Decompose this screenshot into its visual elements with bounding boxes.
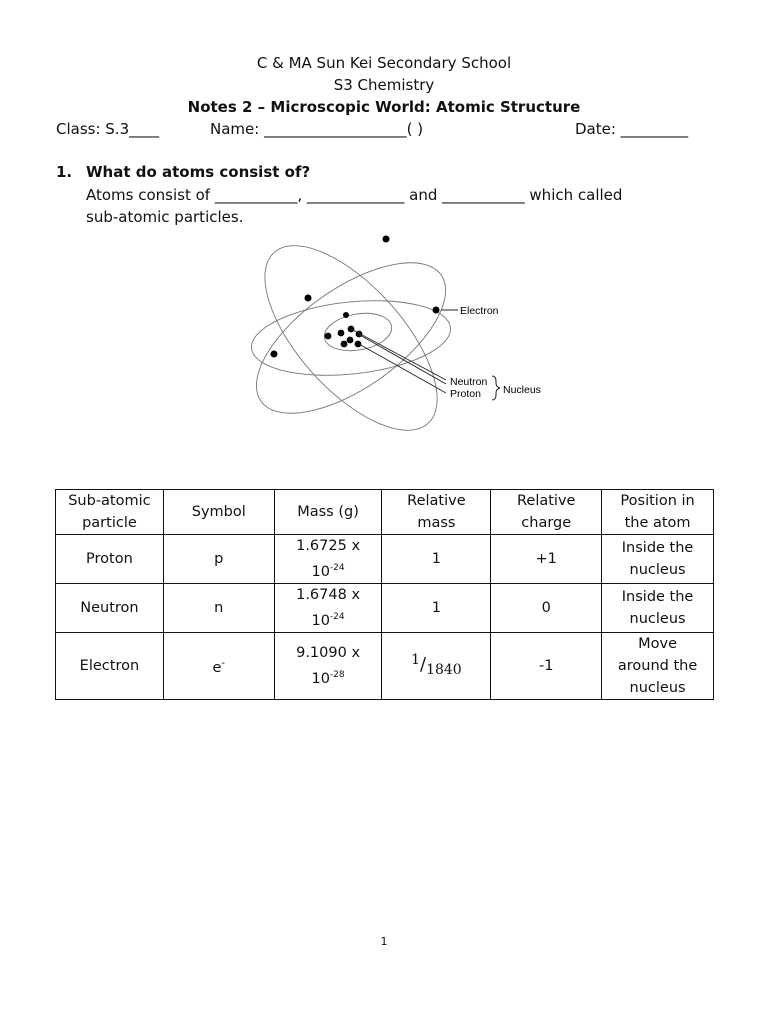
atom-diagram: [246, 228, 566, 443]
neutron-label-line-2: [358, 334, 446, 384]
header-cell: Relative charge: [491, 490, 602, 535]
symbol-cell: e-: [163, 632, 274, 699]
electron-dot: [271, 351, 278, 358]
date-field: Date: _________: [575, 120, 689, 138]
question-number: 1.: [56, 163, 73, 181]
proton-label: Proton: [450, 388, 481, 400]
header-cell: Mass (g): [274, 490, 382, 535]
header-cell: Relative mass: [382, 490, 491, 535]
header-cell: Sub-atomic particle: [56, 490, 164, 535]
relative-mass-cell: 1: [382, 535, 491, 584]
position-cell: Inside the nucleus: [602, 583, 714, 632]
electrons: [271, 236, 440, 358]
electron-label: Electron: [460, 305, 499, 317]
subatomic-particle-table: [55, 489, 714, 700]
question-title: What do atoms consist of?: [86, 163, 311, 181]
electron-dot: [383, 236, 390, 243]
question-text-line1: Atoms consist of ___________, _____________ and ___________ which called: [86, 186, 623, 204]
question-heading: [56, 163, 310, 181]
school-name: C & MA Sun Kei Secondary School: [256, 54, 512, 72]
relative-charge-cell: -1: [491, 632, 602, 699]
symbol-cell: p: [163, 535, 274, 584]
table-row: [56, 583, 714, 632]
position-cell: Inside the nucleus: [602, 535, 714, 584]
question-text-line2: sub-atomic particles.: [86, 208, 244, 226]
table-header-row: [56, 490, 714, 535]
orbit-tilted-1: [246, 234, 470, 442]
relative-charge-cell: 0: [491, 583, 602, 632]
mass-cell: 1.6725 x $10^{-24}$: [274, 535, 382, 584]
relative-mass-cell: [382, 632, 491, 699]
electron-dot: [343, 312, 349, 318]
header-cell: Position in the atom: [602, 490, 714, 535]
nucleus-label: Nucleus: [503, 384, 541, 396]
table-row: [56, 535, 714, 584]
neutron-label: Neutron: [450, 376, 488, 388]
mass-cell: 9.1090 x $10^{-28}$: [274, 632, 382, 699]
relative-charge-cell: +1: [491, 535, 602, 584]
label-lines: [351, 310, 458, 393]
symbol-cell: n: [163, 583, 274, 632]
electron-dot: [305, 295, 312, 302]
class-field: Class: S.3____: [56, 120, 160, 138]
position-cell: Move around the nucleus: [602, 632, 714, 699]
nucleus-particles: [325, 326, 363, 348]
table-row: [56, 632, 714, 699]
particle-cell: Proton: [56, 535, 164, 584]
subject-title: S3 Chemistry: [333, 76, 435, 94]
electron-dot: [433, 307, 440, 314]
notes-title: Notes 2 – Microscopic World: Atomic Structure: [187, 98, 581, 116]
relative-mass-cell: 1: [382, 583, 491, 632]
name-field: Name: ___________________( ): [210, 120, 424, 138]
particle-cell: Neutron: [56, 583, 164, 632]
particle-cell: Electron: [56, 632, 164, 699]
page-number: 1: [380, 935, 388, 948]
relative-mass-fraction: 1/1840: [411, 652, 462, 679]
header-cell: Symbol: [163, 490, 274, 535]
nucleus-brace: [492, 376, 500, 400]
mass-cell: 1.6748 x $10^{-24}$: [274, 583, 382, 632]
